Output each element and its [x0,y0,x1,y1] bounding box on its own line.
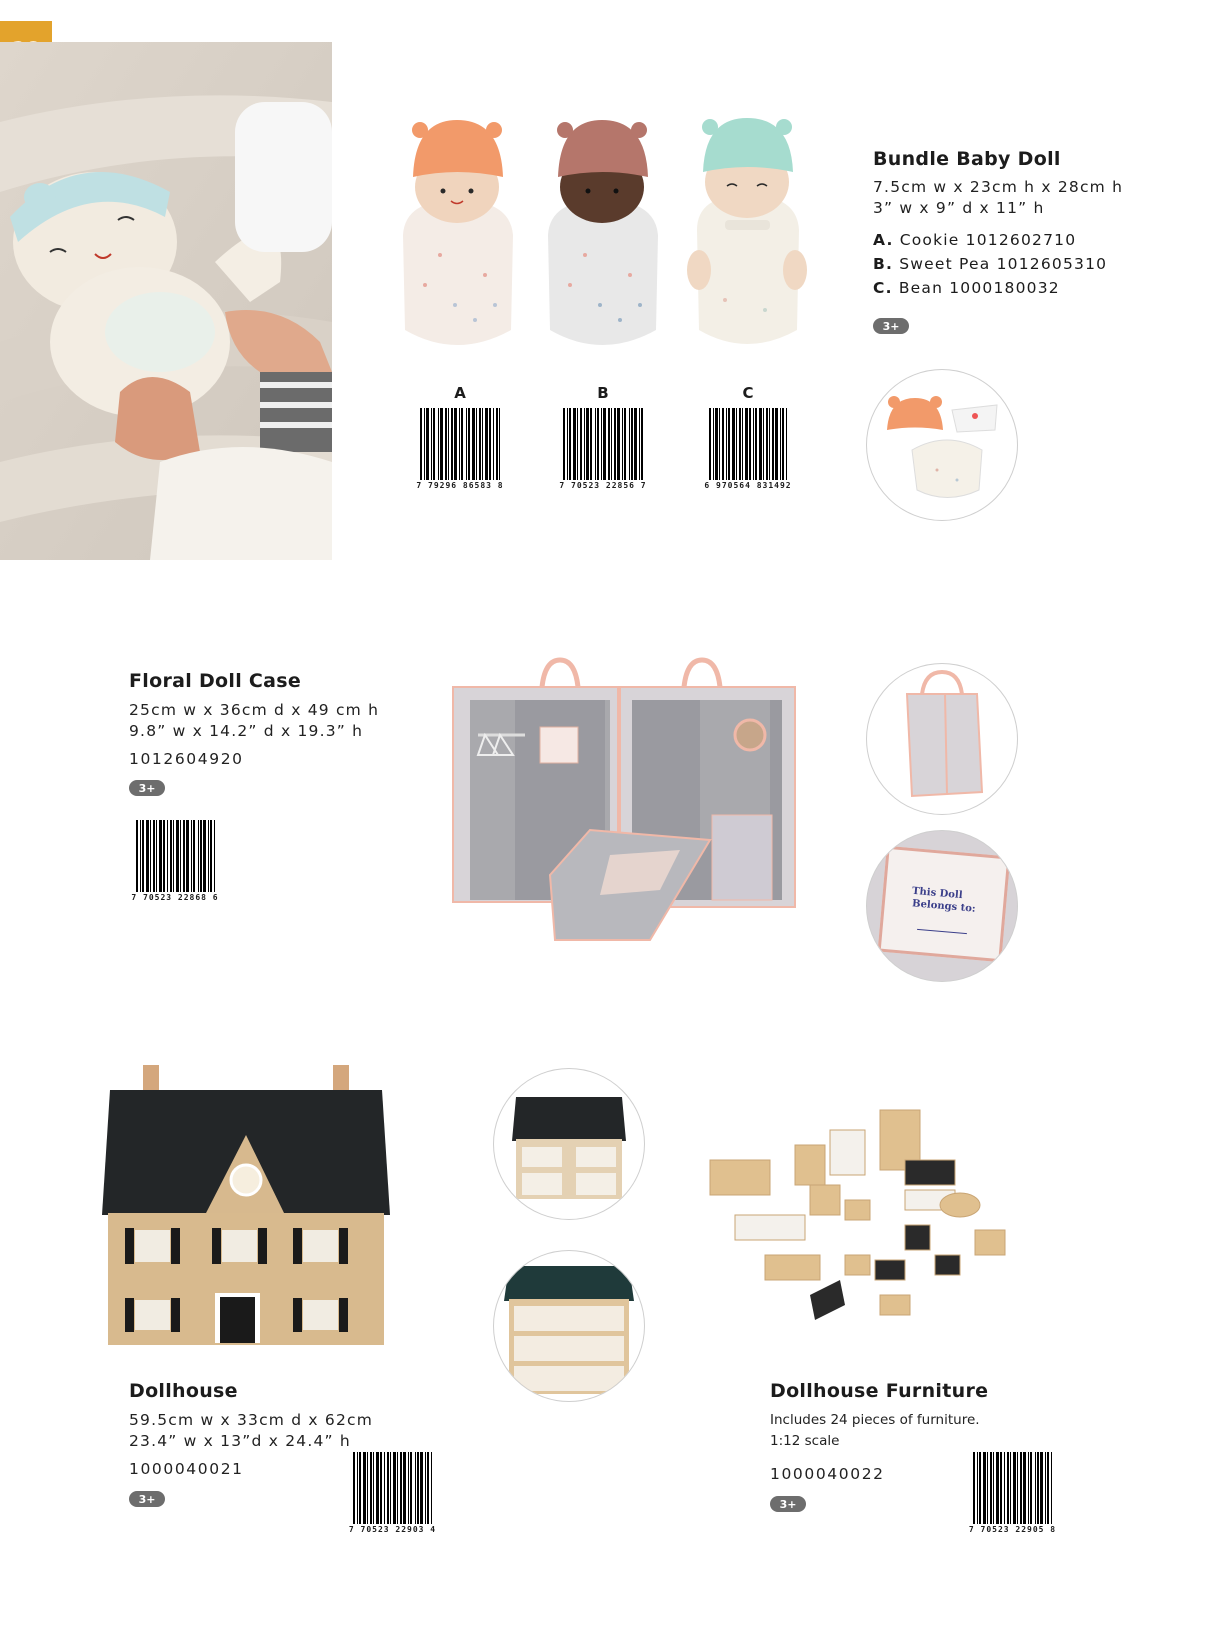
barcode-digits: 7 70523 22905 8 [968,1525,1057,1534]
lifestyle-photo [0,42,332,560]
variant-a [873,228,1076,252]
closed-case-circle-image [866,663,1018,815]
furniture-desc-line1: Includes 24 pieces of furniture. [770,1412,980,1428]
case-title: Floral Doll Case [129,670,302,692]
variant-b [873,252,1107,276]
bundle-title: Bundle Baby Doll [873,148,1061,170]
barcode-letter: B [597,384,609,402]
furniture-set-image [705,1105,1025,1340]
barcode-bars [136,820,215,892]
case-sku: 1012604920 [129,750,244,768]
variant-text: Sweet Pea 1012605310 [899,255,1108,273]
accessory-circle-image [866,369,1018,521]
barcode-bars [353,1452,432,1524]
barcode-b [548,384,658,490]
age-badge: 3+ [770,1496,806,1512]
barcode-letter: C [742,384,754,402]
variant-letter: C. [873,279,893,297]
barcode-a [405,384,515,490]
dollhouse-barcode [335,1452,450,1534]
doll-c-image [685,110,810,355]
barcode-digits: 7 79296 86583 8 [416,481,504,490]
barcode-bars [420,408,500,480]
furniture-barcode [955,1452,1070,1534]
label-circle-image [866,830,1018,982]
variant-letter: A. [873,231,894,249]
dollhouse-front-circle-image [493,1068,645,1220]
barcode-bars [563,408,643,480]
age-badge: 3+ [129,780,165,796]
variant-letter: B. [873,255,894,273]
barcode-digits: 7 70523 22868 6 [131,893,219,902]
bundle-spec-imperial: 3” w x 9” d x 11” h [873,199,1045,217]
dollhouse-interior-circle-image [493,1250,645,1402]
furniture-title: Dollhouse Furniture [770,1380,989,1402]
dollhouse-image [100,1065,392,1350]
bundle-spec-metric: 7.5cm w x 23cm h x 28cm h [873,178,1124,196]
doll-b-image [540,115,665,355]
label-line1: This Doll [911,885,963,902]
age-badge: 3+ [873,318,909,334]
dollhouse-spec-metric: 59.5cm w x 33cm d x 62cm [129,1411,374,1429]
dollhouse-spec-imperial: 23.4” w x 13”d x 24.4” h [129,1432,351,1450]
barcode-digits: 7 70523 22856 7 [559,481,647,490]
barcode-digits: 7 70523 22903 4 [348,1525,437,1534]
variant-text: Cookie 1012602710 [899,231,1077,249]
barcode-bars [973,1452,1052,1524]
dollhouse-title: Dollhouse [129,1380,238,1402]
age-badge: 3+ [129,1491,165,1507]
label-line2: Belongs to: [911,898,976,915]
barcode-bars [709,408,787,480]
case-barcode [120,820,230,902]
barcode-letter: A [454,384,466,402]
case-spec-metric: 25cm w x 36cm d x 49 cm h [129,701,380,719]
barcode-digits: 6 970564 831492 [704,481,792,490]
dollhouse-sku: 1000040021 [129,1460,244,1478]
case-spec-imperial: 9.8” w x 14.2” d x 19.3” h [129,722,364,740]
barcode-c [693,384,803,490]
variant-c [873,276,1060,300]
variant-text: Bean 1000180032 [898,279,1060,297]
doll-a-image [395,115,520,355]
furniture-sku: 1000040022 [770,1465,885,1483]
furniture-desc-line2: 1:12 scale [770,1433,840,1449]
doll-case-image [450,655,800,955]
